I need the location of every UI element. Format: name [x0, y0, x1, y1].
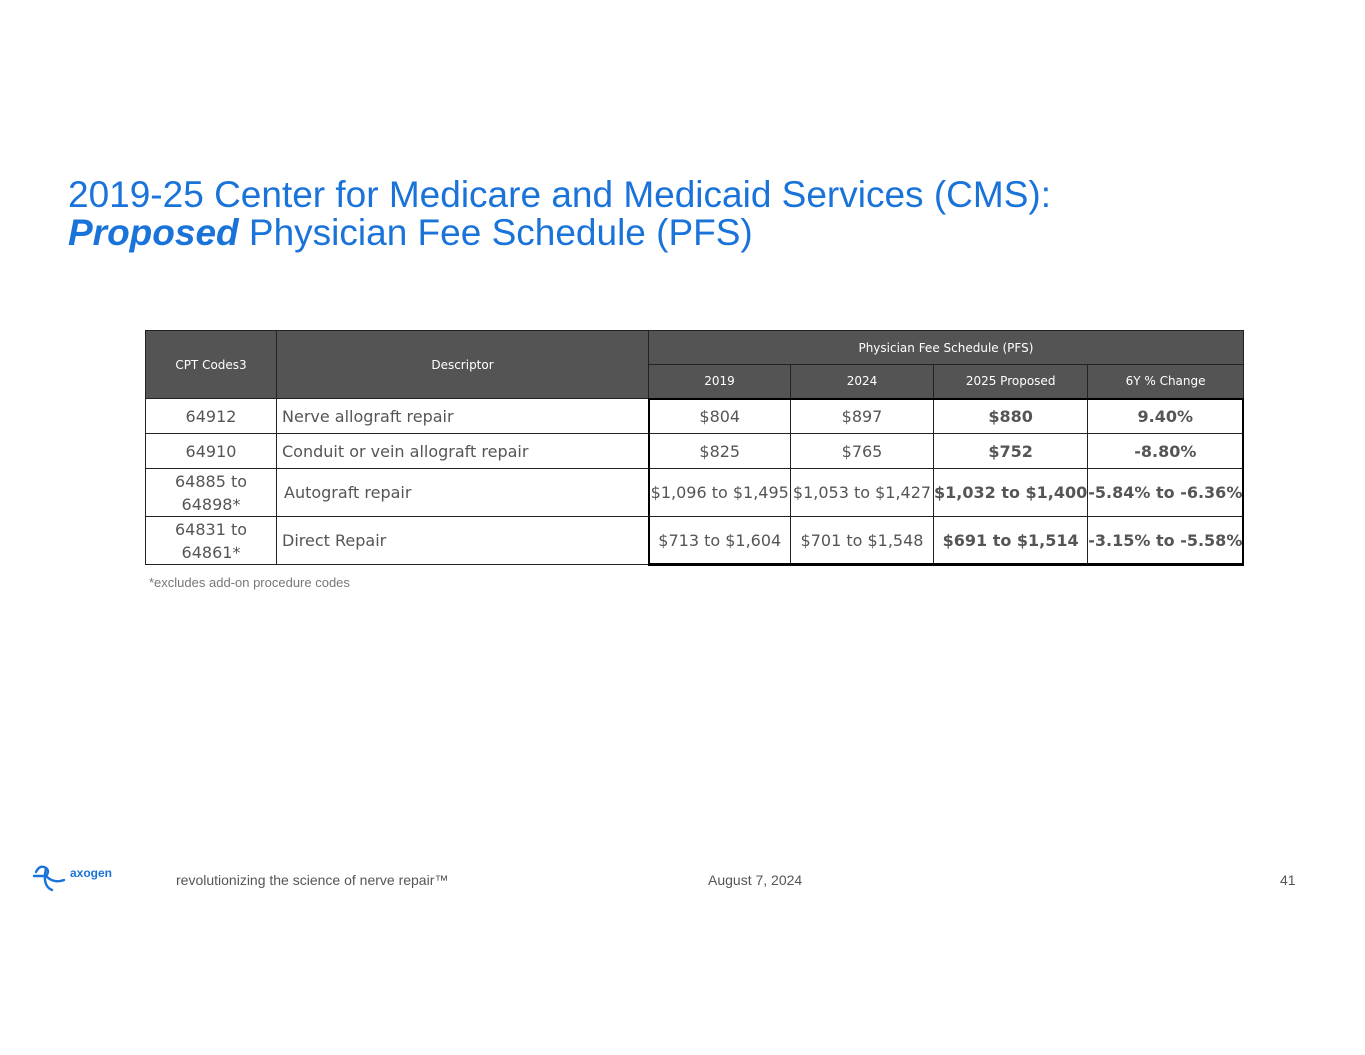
fee-2024: $765 — [791, 434, 934, 469]
cpt-code — [146, 517, 277, 565]
fee-2019: $1,096 to $1,495 — [649, 469, 791, 517]
header-cpt: CPT Codes3 — [146, 331, 277, 399]
cpt-code: 64910 — [146, 434, 277, 469]
cpt-code-line-1: 64885 to — [174, 471, 248, 491]
footer-tagline: revolutionizing the science of nerve repair™ — [176, 872, 449, 888]
table-row — [146, 399, 1244, 434]
pct-change: -5.84% to -6.36% — [1088, 469, 1244, 517]
slide-title — [68, 176, 1268, 252]
table-row — [146, 469, 1244, 517]
cpt-code — [146, 469, 277, 517]
footer-date: August 7, 2024 — [708, 872, 803, 888]
title-rest: Physician Fee Schedule (PFS) — [238, 212, 753, 253]
fee-2019: $713 to $1,604 — [649, 517, 791, 565]
descriptor: Direct Repair — [277, 517, 649, 565]
header-descriptor: Descriptor — [277, 331, 649, 399]
header-2019: 2019 — [649, 365, 791, 399]
logo-text: axogen — [70, 866, 113, 880]
fee-2025: $752 — [934, 434, 1088, 469]
title-line-1: 2019-25 Center for Medicare and Medicaid Services (CMS): — [68, 174, 1051, 215]
cpt-code-line-1: 64831 to — [174, 519, 248, 539]
descriptor: Conduit or vein allograft repair — [277, 434, 649, 469]
axogen-logo-icon — [32, 862, 66, 892]
pct-change: 9.40% — [1088, 399, 1244, 434]
axogen-logo — [32, 862, 112, 892]
fee-2025: $691 to $1,514 — [934, 517, 1088, 565]
fee-2024: $1,053 to $1,427 — [791, 469, 934, 517]
cpt-code-line-2: 64898* — [181, 494, 241, 514]
descriptor: Autograft repair — [277, 469, 649, 517]
pct-change: -3.15% to -5.58% — [1088, 517, 1244, 565]
fee-2019: $804 — [649, 399, 791, 434]
header-2025: 2025 Proposed — [934, 365, 1088, 399]
fee-2025: $1,032 to $1,400 — [934, 469, 1088, 517]
fee-2019: $825 — [649, 434, 791, 469]
fee-2024: $897 — [791, 399, 934, 434]
pct-change: -8.80% — [1088, 434, 1244, 469]
cpt-code: 64912 — [146, 399, 277, 434]
title-line-2 — [68, 214, 1268, 252]
cpt-code-line-2: 64861* — [181, 542, 241, 562]
header-pfs-group: Physician Fee Schedule (PFS) — [649, 331, 1244, 365]
descriptor: Nerve allograft repair — [277, 399, 649, 434]
fee-schedule-table — [145, 330, 1244, 566]
table-row — [146, 434, 1244, 469]
header-change: 6Y % Change — [1088, 365, 1244, 399]
fee-2024: $701 to $1,548 — [791, 517, 934, 565]
header-2024: 2024 — [791, 365, 934, 399]
fee-2025: $880 — [934, 399, 1088, 434]
footnote: *excludes add-on procedure codes — [149, 575, 350, 590]
page-number: 41 — [1280, 872, 1296, 888]
table-row — [146, 517, 1244, 565]
title-emphasis: Proposed — [68, 212, 239, 253]
